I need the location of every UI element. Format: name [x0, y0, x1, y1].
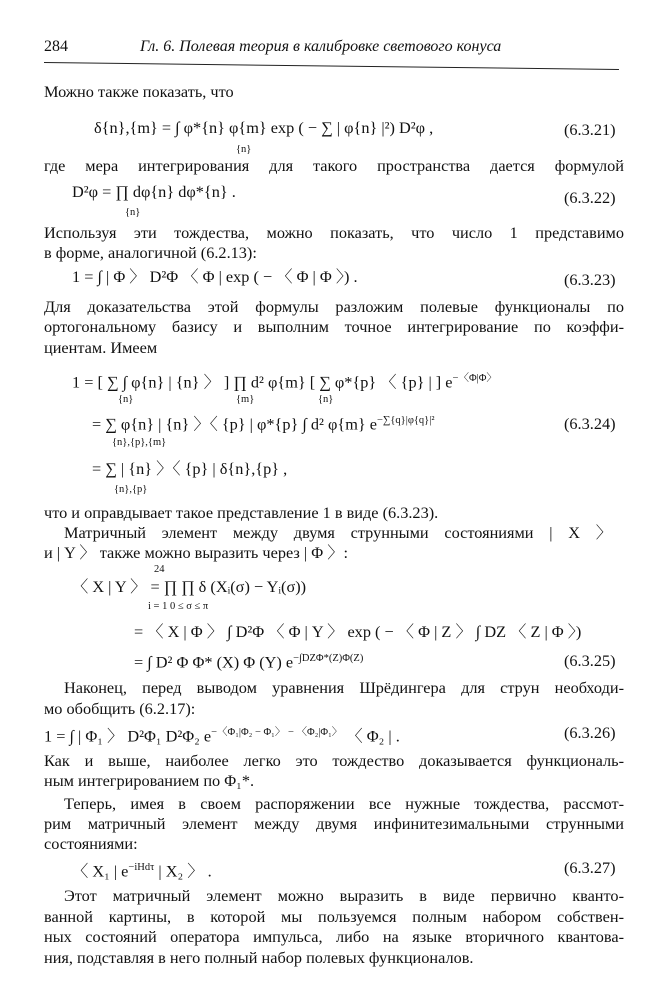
equation-6-3-25-line-1: 〈 X | Y 〉 = ∏ ∏ δ (Xᵢ(σ) − Yᵢ(σ))	[72, 577, 307, 596]
equation-subscript: {n},{p}	[114, 484, 148, 495]
equation-exponent: −〈Φ₁|Φ₂ − Φ₁〉 − 〈Φ₂|Φ₁〉	[211, 727, 343, 738]
equation-6-3-25-line-3	[134, 649, 363, 672]
equation-exponent: −∑{q}|φ{q}|²	[376, 415, 435, 426]
equation-body: 〈 X₁ | e	[72, 861, 129, 881]
equation-tail: | X₂ 〉 .	[158, 861, 212, 881]
equation-subscript: {n}	[236, 144, 252, 155]
text-line: ванной картины, в которой мы пользуемся полным набором собствен-	[44, 907, 624, 926]
text-line: ных состояний оператора импульса, либо на языке вторичного квантова-	[44, 927, 624, 946]
equation-body: = ∫ D² Φ Φ* (X) Φ (Y) e	[134, 652, 294, 672]
text-line: циентам. Имеем	[44, 338, 158, 357]
text-line: Для доказательства этой формулы разложим полевые функционалы по	[44, 297, 624, 316]
equation-6-3-24-line-3: = ∑ | {n} 〉〈 {p} | δ{n},{p} ,	[92, 459, 288, 478]
equation-number: (6.3.27)	[564, 858, 616, 877]
equation-subscript: i = 1 0 ≤ σ ≤ π	[148, 601, 209, 612]
equation-subscript: {m}	[236, 394, 255, 405]
header-rule	[44, 62, 619, 70]
text-line: Матричный элемент между двумя струнными состояниями | X 〉	[64, 523, 612, 542]
equation-tail: 〈 Φ₂ | .	[346, 726, 400, 746]
equation-6-3-22: D²φ = ∏ dφ{n} dφ*{n} .	[72, 182, 236, 201]
equation-number: (6.3.23)	[564, 270, 616, 289]
equation-6-3-21: δ{n},{m} = ∫ φ*{n} φ{m} exp ( − ∑ | φ{n} |²) D²φ ,	[94, 118, 434, 137]
text-line: Используя эти тождества, можно показать, что число 1 представимо	[44, 223, 624, 242]
text-line: в форме, аналогичной (6.2.13):	[44, 243, 257, 262]
equation-subscript: {n},{p},{m}	[112, 437, 167, 448]
text-line: ным интегрированием по Φ₁*.	[44, 771, 255, 790]
text-line: Наконец, перед выводом уравнения Шрёдингера для струн необходи-	[64, 678, 624, 697]
text-line: что и оправдывает такое представление 1 в виде (6.3.23).	[44, 503, 439, 522]
equation-body: 1 = ∫ | Φ₁ 〉 D²Φ₁ D²Φ₂ e	[44, 726, 212, 746]
running-title: Гл. 6. Полевая теория в калибровке светового конуса	[140, 38, 502, 55]
equation-number: (6.3.21)	[564, 120, 616, 139]
equation-body: 1 = [ ∑ ∫ φ{n} | {n} 〉 ] ∏ d² φ{m} [ ∑ φ*{p} 〈 {p} | ] e	[72, 372, 453, 392]
equation-number: (6.3.22)	[564, 188, 616, 207]
equation-6-3-27	[72, 858, 212, 881]
equation-exponent: −iHdτ	[128, 862, 155, 873]
equation-subscript: {n}	[118, 394, 134, 405]
text-line: где мера интегрирования для такого пространства дается формулой	[44, 156, 624, 175]
equation-6-3-24-line-1	[72, 369, 497, 392]
equation-6-3-26	[44, 723, 400, 746]
equation-number: (6.3.24)	[564, 414, 616, 433]
equation-body: = ∑ φ{n} | {n} 〉〈 {p} | φ*{p} ∫ d² φ{m} e	[92, 414, 377, 434]
equation-exponent: −〈Φ|Φ〉	[452, 373, 497, 384]
equation-subscript: {n}	[318, 394, 334, 405]
text-line: мо обобщить (6.2.17):	[44, 699, 196, 718]
equation-subscript: {n}	[125, 207, 141, 218]
equation-exponent: −∫DZΦ*(Z)Φ(Z)	[293, 653, 364, 664]
text-line: Этот матричный элемент можно выразить в виде первично кванто-	[64, 886, 624, 905]
equation-6-3-25-line-2: = 〈 X | Φ 〉 ∫ D²Φ 〈 Φ | Y 〉 exp ( − 〈 Φ | Z 〉 ∫ DZ 〈 Z | Φ 〉)	[134, 622, 582, 641]
text-line: состояниями:	[44, 834, 138, 853]
text-line: Можно также показать, что	[44, 82, 234, 101]
page-number: 284	[44, 38, 68, 55]
text-line: рим матричный элемент между двумя инфинитезимальными струнными	[44, 814, 624, 833]
equation-number: (6.3.26)	[564, 723, 616, 742]
text-line: Теперь, имея в своем распоряжении все нужные тождества, рассмот-	[64, 794, 624, 813]
equation-6-3-24-line-2	[92, 411, 434, 434]
text-line: ния, подставляя в него полный набор полевых функционалов.	[44, 948, 474, 967]
equation-superscript: 24	[154, 564, 165, 575]
equation-6-3-23: 1 = ∫ | Φ 〉 D²Φ 〈 Φ | exp ( − 〈 Φ | Φ 〉) .	[72, 267, 358, 286]
equation-number: (6.3.25)	[564, 651, 616, 670]
page-header	[44, 38, 624, 64]
text-line: и | Y 〉 также можно выразить через | Φ 〉:	[44, 543, 349, 562]
text-line: Как и выше, наиболее легко это тождество доказывается функциональ-	[44, 751, 624, 770]
text-line: ортогональному базису и выполним точное интегрирование по коэффи-	[44, 317, 624, 336]
